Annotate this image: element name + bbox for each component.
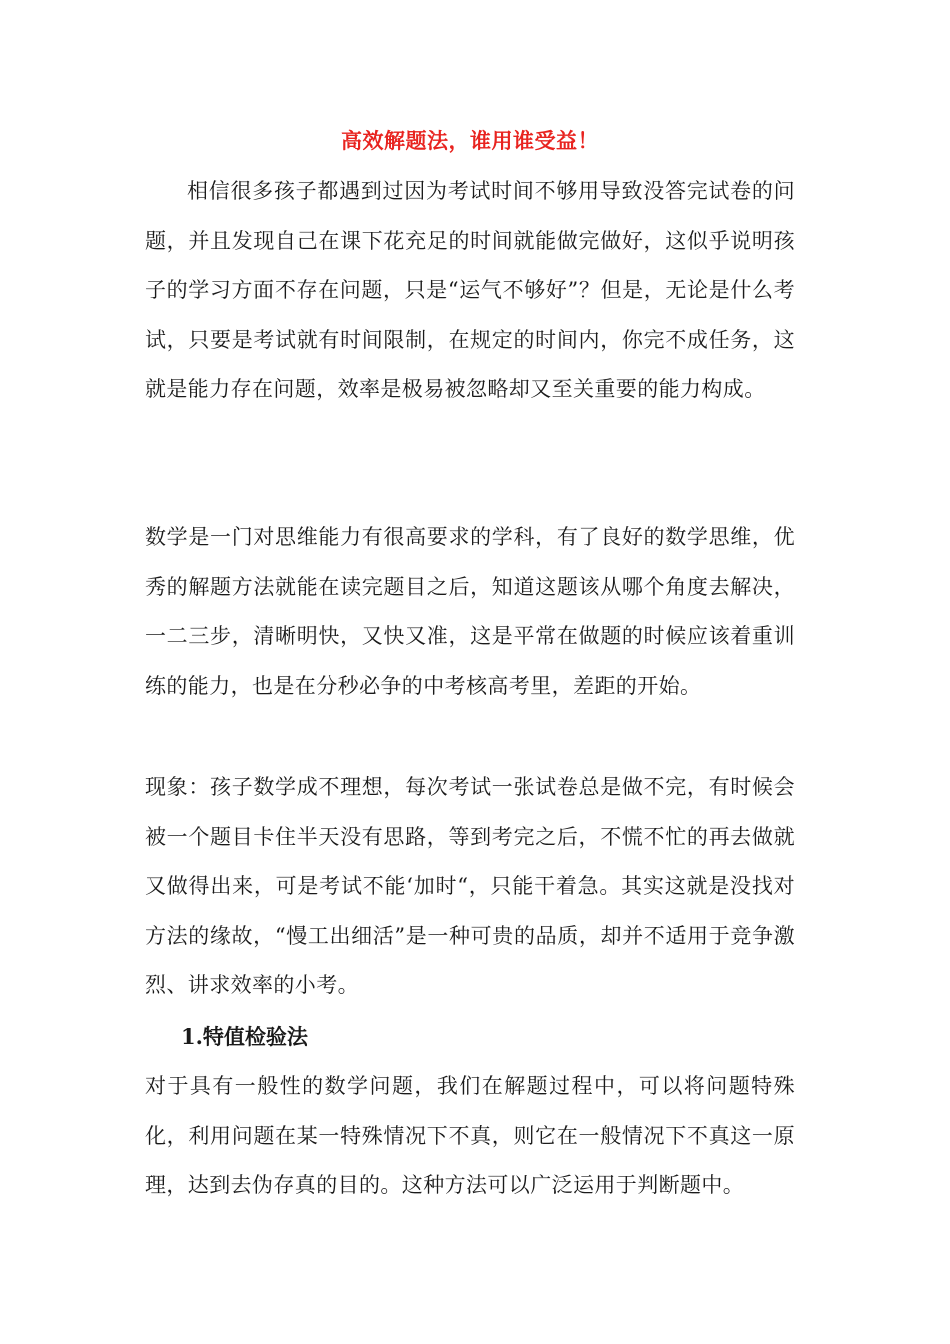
- paragraph-phenomenon: 现象：孩子数学成不理想，每次考试一张试卷总是做不完，有时候会被一个题目卡住半天没有思路，等到考完之后，不慌不忙的再去做就又做得出来，可是考试不能‘加时“，只能干着急。其实这就是没找对方法的缘故，“慢工出细活”是一种可贵的品质，却并不适用于竞争激烈、讲求效率的小考。: [145, 775, 795, 997]
- article-title: 高效解题法，谁用谁受益！: [341, 128, 599, 153]
- paragraph-special-value-method: 对于具有一般性的数学问题，我们在解题过程中，可以将问题特殊化，利用问题在某一特殊情况下不真，则它在一般情况下不真这一原理，达到去伪存真的目的。这种方法可以广泛运用于判断题中。: [145, 1074, 795, 1197]
- paragraph-math-thinking: 数学是一门对思维能力有很高要求的学科，有了良好的数学思维，优秀的解题方法就能在读完题目之后，知道这题该从哪个角度去解决，一二三步，清晰明快，又快又准，这是平常在做题的时候应该着重训练的能力，也是在分秒必争的中考核高考里，差距的开始。: [145, 525, 795, 698]
- section-heading: 1.特值检验法: [181, 1024, 308, 1049]
- paragraph-intro: 相信很多孩子都遇到过因为考试时间不够用导致没答完试卷的问题，并且发现自己在课下花充足的时间就能做完做好，这似乎说明孩子的学习方面不存在问题，只是“运气不够好”？但是，无论是什么考试，只要是考试就有时间限制，在规定的时间内，你完不成任务，这就是能力存在问题，效率是极易被忽略却又至关重要的能力构成。: [145, 179, 795, 401]
